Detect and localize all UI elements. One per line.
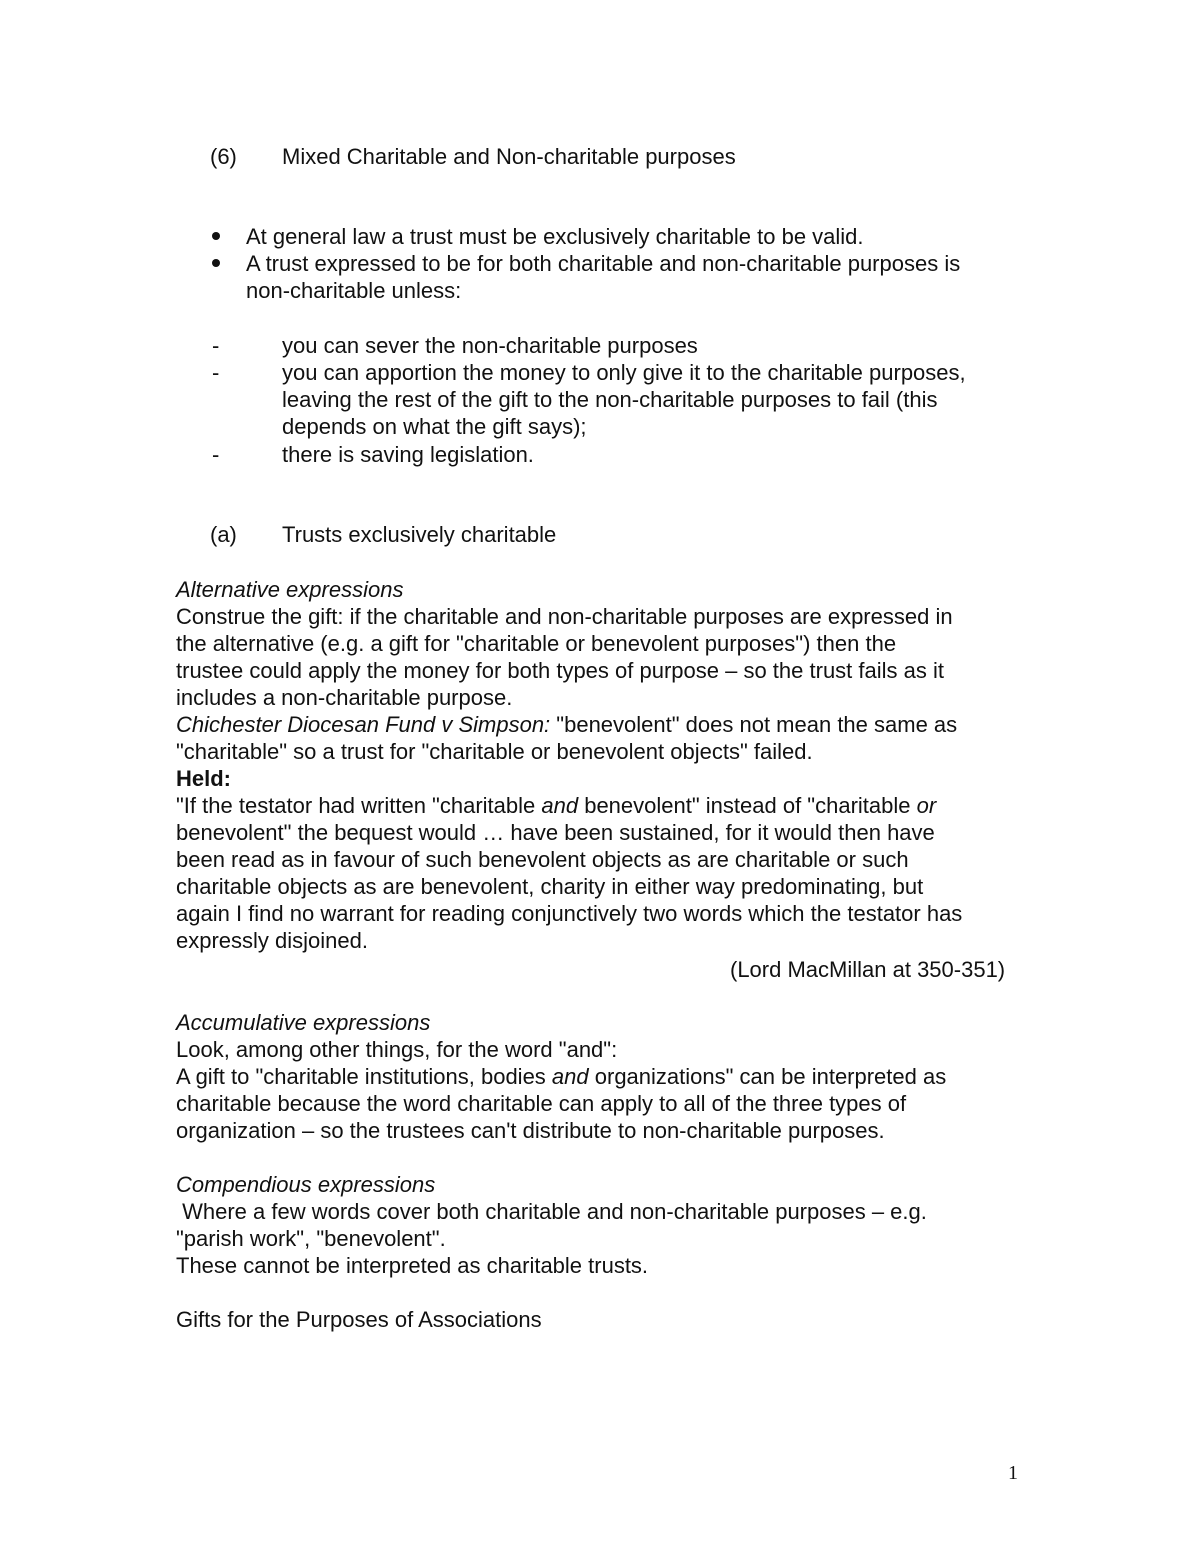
- bullet-icon: [212, 232, 220, 240]
- dash-marker: -: [212, 360, 220, 385]
- quote-emphasis: or: [916, 793, 937, 818]
- compendious-title: Compendious expressions: [176, 1172, 436, 1197]
- dash-item-line: you can apportion the money to only give it to the charitable purposes,: [282, 360, 966, 385]
- body-line: "parish work", "benevolent".: [176, 1226, 446, 1251]
- subsection-title: Trusts exclusively charitable: [282, 522, 557, 547]
- quote-line: benevolent" the bequest would … have been sustained, for it would then have: [176, 820, 935, 845]
- case-name: Chichester Diocesan Fund v Simpson:: [176, 712, 551, 737]
- bullet-item-line: non-charitable unless:: [246, 278, 462, 303]
- body-line: organization – so the trustees can't distribute to non-charitable purposes.: [176, 1118, 885, 1143]
- accumulative-expressions-section: [176, 1009, 1036, 1144]
- body-line: [176, 1063, 1036, 1090]
- body-line: Look, among other things, for the word "and":: [176, 1037, 618, 1062]
- dash-item: [282, 359, 966, 440]
- bullet-item: At general law a trust must be exclusively charitable to be valid.: [246, 224, 864, 249]
- gifts-heading: Gifts for the Purposes of Associations: [176, 1307, 542, 1332]
- quote-text: benevolent" instead of "charitable: [578, 793, 917, 818]
- quote-line: expressly disjoined.: [176, 928, 368, 953]
- body-line: Where a few words cover both charitable and non-charitable purposes – e.g.: [176, 1199, 927, 1224]
- body-emphasis: and: [551, 1064, 589, 1089]
- dash-marker: -: [212, 442, 220, 467]
- alternative-expressions-section: [176, 576, 1036, 954]
- alternative-title: Alternative expressions: [176, 577, 404, 602]
- dash-item: there is saving legislation.: [282, 442, 534, 467]
- section-number: (6): [210, 144, 237, 169]
- quote-line: [176, 792, 1036, 819]
- bullet-item-line: A trust expressed to be for both charitable and non-charitable purposes is: [246, 251, 961, 276]
- body-line: includes a non-charitable purpose.: [176, 685, 513, 710]
- section-title: Mixed Charitable and Non-charitable purposes: [282, 144, 736, 169]
- citation: (Lord MacMillan at 350-351): [730, 957, 1006, 982]
- body-line: trustee could apply the money for both types of purpose – so the trust fails as it: [176, 658, 944, 683]
- dash-item-line: leaving the rest of the gift to the non-charitable purposes to fail (this: [282, 387, 938, 412]
- body-text: organizations" can be interpreted as: [588, 1064, 947, 1089]
- quote-text: "If the testator had written "charitable: [176, 793, 542, 818]
- case-text: "benevolent" does not mean the same as: [550, 712, 958, 737]
- body-line: Construe the gift: if the charitable and non-charitable purposes are expressed in: [176, 604, 953, 629]
- accumulative-title: Accumulative expressions: [176, 1010, 431, 1035]
- held-label: Held:: [176, 766, 231, 791]
- case-line: [176, 711, 1036, 738]
- case-line: "charitable" so a trust for "charitable or benevolent objects" failed.: [176, 739, 813, 764]
- quote-line: charitable objects as are benevolent, charity in either way predominating, but: [176, 874, 924, 899]
- body-line: charitable because the word charitable can apply to all of the three types of: [176, 1091, 907, 1116]
- body-line: the alternative (e.g. a gift for "charitable or benevolent purposes") then the: [176, 631, 897, 656]
- body-line: These cannot be interpreted as charitable trusts.: [176, 1253, 649, 1278]
- quote-emphasis: and: [541, 793, 579, 818]
- bullet-item: [246, 250, 960, 304]
- dash-item-line: depends on what the gift says);: [282, 414, 587, 439]
- page-number: 1: [1008, 1462, 1018, 1484]
- compendious-expressions-section: [176, 1171, 1036, 1279]
- subsection-number: (a): [210, 522, 237, 547]
- dash-item: you can sever the non-charitable purposes: [282, 333, 698, 358]
- dash-marker: -: [212, 333, 220, 358]
- body-text: A gift to "charitable institutions, bodies: [176, 1064, 552, 1089]
- quote-line: again I find no warrant for reading conjunctively two words which the testator has: [176, 901, 963, 926]
- bullet-icon: [212, 259, 220, 267]
- quote-line: been read as in favour of such benevolent objects as are charitable or such: [176, 847, 909, 872]
